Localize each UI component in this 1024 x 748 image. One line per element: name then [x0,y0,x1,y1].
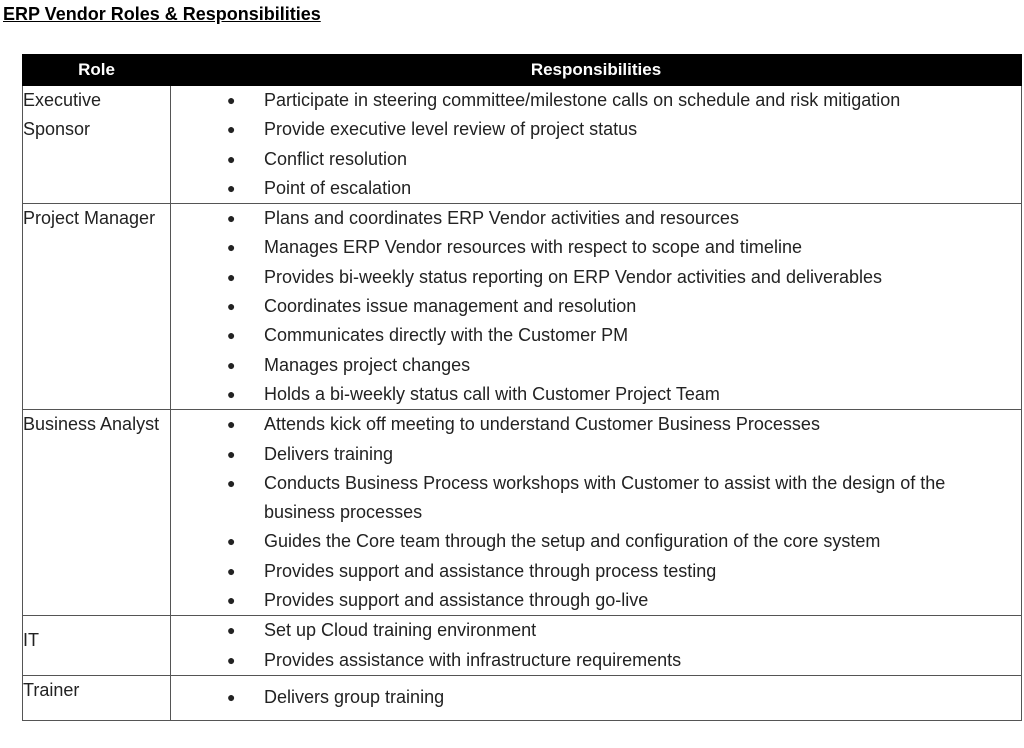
bullet-icon: ● [227,688,236,705]
responsibility-text: Holds a bi-weekly status call with Customer Project Team [264,383,720,404]
responsibility-text: Delivers group training [264,686,445,707]
responsibilities-cell [171,675,1022,720]
list-item [171,616,1021,645]
bullet-icon: ● [227,239,236,256]
roles-table [22,54,1022,721]
responsibility-list [171,86,1021,203]
list-item [171,410,1021,439]
role-cell: Business Analyst [23,410,171,616]
role-cell: Project Manager [23,204,171,410]
bullet-icon: ● [227,592,236,609]
responsibility-text: Manages ERP Vendor resources with respect to scope and timeline [264,237,802,258]
list-item [171,321,1021,350]
list-item [171,380,1021,409]
responsibility-text: Provide executive level review of project status [264,119,638,140]
table-row [23,616,1022,676]
document-title: ERP Vendor Roles & Responsibilities [3,4,321,24]
list-item [171,469,1021,528]
responsibility-text: Provides assistance with infrastructure requirements [264,649,682,670]
bullet-icon: ● [227,121,236,138]
responsibility-text: Guides the Core team through the setup and configuration of the core system [264,531,881,552]
responsibilities-cell [171,86,1022,204]
list-item [171,351,1021,380]
table-row [23,675,1022,720]
table-row [23,86,1022,204]
table-header-row [23,55,1022,86]
bullet-icon: ● [227,416,236,433]
list-item [171,263,1021,292]
responsibility-text: Provides support and assistance through go-live [264,590,649,611]
list-item [171,115,1021,144]
bullet-icon: ● [227,327,236,344]
responsibility-text: Conflict resolution [264,148,408,169]
responsibilities-cell [171,616,1022,676]
list-item [171,527,1021,556]
responsibility-text: Provides bi-weekly status reporting on ERP Vendor activities and deliverables [264,266,882,287]
list-item [171,86,1021,115]
responsibilities-column-header: Responsibilities [171,55,1022,86]
bullet-icon: ● [227,622,236,639]
responsibility-text: Participate in steering committee/milestone calls on schedule and risk mitigation [264,90,901,110]
responsibility-list [171,616,1021,675]
bullet-icon: ● [227,445,236,462]
bullet-icon: ● [227,533,236,550]
responsibility-text: Provides support and assistance through process testing [264,560,717,581]
list-item [171,145,1021,174]
responsibility-text: Plans and coordinates ERP Vendor activities and resources [264,208,739,229]
role-cell: IT [23,616,171,676]
bullet-icon: ● [227,150,236,167]
responsibilities-cell [171,204,1022,410]
responsibility-text: Point of escalation [264,177,412,198]
role-column-header: Role [23,55,171,86]
list-item [171,646,1021,675]
bullet-icon: ● [227,356,236,373]
responsibility-text: Attends kick off meeting to understand Customer Business Processes [264,414,820,435]
responsibility-text: Set up Cloud training environment [264,620,537,641]
responsibility-list [171,410,1021,615]
bullet-icon: ● [227,474,236,491]
responsibility-text: Manages project changes [264,354,471,375]
bullet-icon: ● [227,562,236,579]
list-item [171,557,1021,586]
table-row [23,204,1022,410]
responsibility-text: Delivers training [264,443,394,464]
list-item [171,292,1021,321]
bullet-icon: ● [227,92,236,108]
responsibility-list [171,204,1021,409]
bullet-icon: ● [227,179,236,196]
bullet-icon: ● [227,210,236,227]
responsibilities-cell [171,410,1022,616]
bullet-icon: ● [227,385,236,402]
list-item [171,233,1021,262]
bullet-icon: ● [227,268,236,285]
bullet-icon: ● [227,298,236,315]
list-item [171,204,1021,233]
table-row [23,410,1022,616]
list-item [171,440,1021,469]
role-cell: Trainer [23,675,171,720]
list-item [171,586,1021,615]
responsibility-list [171,683,1021,712]
list-item [171,683,1021,712]
responsibility-text: Communicates directly with the Customer PM [264,325,629,346]
responsibility-text: Conducts Business Process workshops with Customer to assist with the design of the business processes [264,472,946,523]
list-item [171,174,1021,203]
bullet-icon: ● [227,651,236,668]
role-cell: Executive Sponsor [23,86,171,204]
responsibility-text: Coordinates issue management and resolution [264,296,637,317]
